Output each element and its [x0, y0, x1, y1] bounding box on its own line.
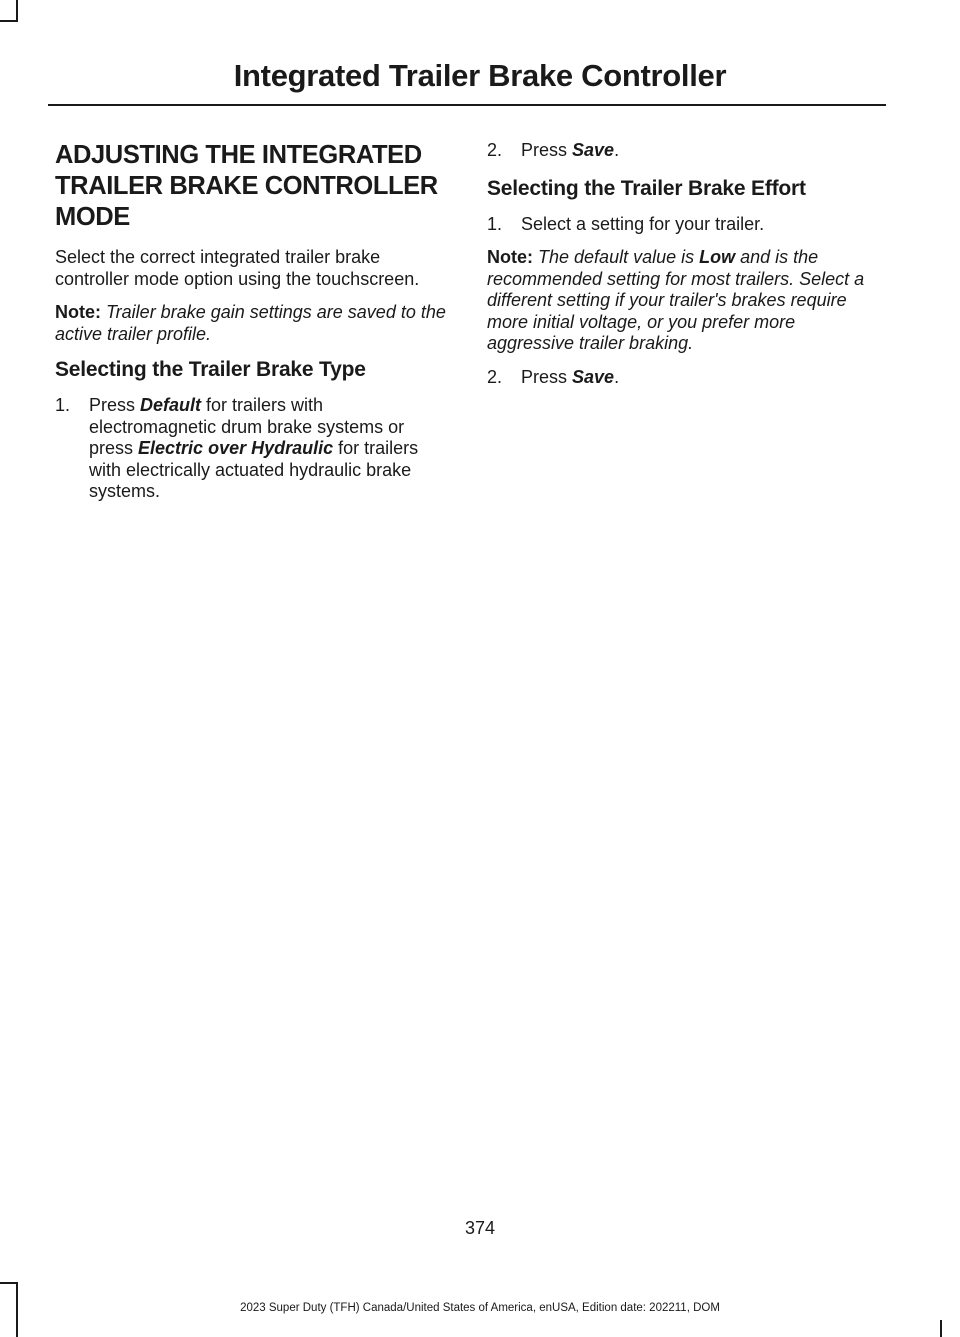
note-text: Trailer brake gain settings are saved to the active trailer profile. [55, 302, 446, 344]
left-column [55, 140, 447, 515]
step-text [89, 395, 447, 503]
step-text-part: Press [521, 140, 573, 160]
step-text-part: . [614, 140, 620, 160]
page-header-title: Integrated Trailer Brake Controller [233, 58, 727, 93]
step-number: 1. [487, 213, 503, 234]
crop-mark-bottom-right [940, 1320, 942, 1337]
note-text [487, 247, 864, 353]
step-press-save [487, 367, 887, 389]
step-text-part: Press [521, 366, 573, 387]
footer-edition-info: 2023 Super Duty (TFH) Canada/United States of America, enUSA, Edition date: 202211, DOM [240, 1302, 720, 1314]
subheading-brake-type: Selecting the Trailer Brake Type [55, 358, 366, 381]
page-number: 374 [464, 1218, 496, 1238]
step-text: Select a setting for your trailer. [521, 213, 765, 234]
option-electric-over-hydraulic: Electric over Hydraulic [138, 438, 334, 458]
note-label: Note: [487, 247, 533, 267]
step-text [521, 367, 887, 389]
step-number: 2. [487, 366, 503, 387]
note-label: Note: [55, 302, 101, 322]
step-number: 2. [487, 140, 503, 160]
step-number: 1. [55, 395, 71, 415]
right-column [487, 140, 887, 400]
crop-mark-top-left [0, 20, 18, 22]
crop-mark-bottom-left [0, 1282, 18, 1284]
option-low: Low [699, 247, 736, 267]
header-divider [48, 104, 886, 106]
step-press-save [487, 140, 887, 162]
option-save: Save [572, 140, 615, 160]
note-text-part: The default value is [538, 247, 700, 267]
step-text-part: . [614, 366, 620, 387]
option-default: Default [140, 395, 202, 415]
intro-paragraph: Select the correct integrated trailer brake controller mode option using the touchscreen. [55, 247, 420, 289]
note-text-part: and is the recommended setting for most trailers. Select a different setting if your trailer's brakes require more initial voltage, or you prefer more aggressive trailer braking. [487, 247, 865, 353]
section-heading: ADJUSTING THE INTEGRATED TRAILER BRAKE CONTROLLER MODE [55, 141, 438, 231]
step-text-part: for trailers with electrically actuated hydraulic brake systems. [89, 438, 419, 501]
crop-mark-top-left [16, 0, 18, 22]
option-save: Save [572, 366, 615, 387]
note-default-value [487, 247, 887, 355]
step-text-part: for trailers with electromagnetic drum brake systems or press [89, 395, 405, 458]
note-gain-settings [55, 302, 447, 345]
step-select-setting [487, 214, 887, 236]
step-text-part: Press [89, 395, 141, 415]
step-select-brake-type [55, 395, 447, 503]
step-text [521, 140, 887, 162]
subheading-brake-effort: Selecting the Trailer Brake Effort [487, 176, 806, 200]
